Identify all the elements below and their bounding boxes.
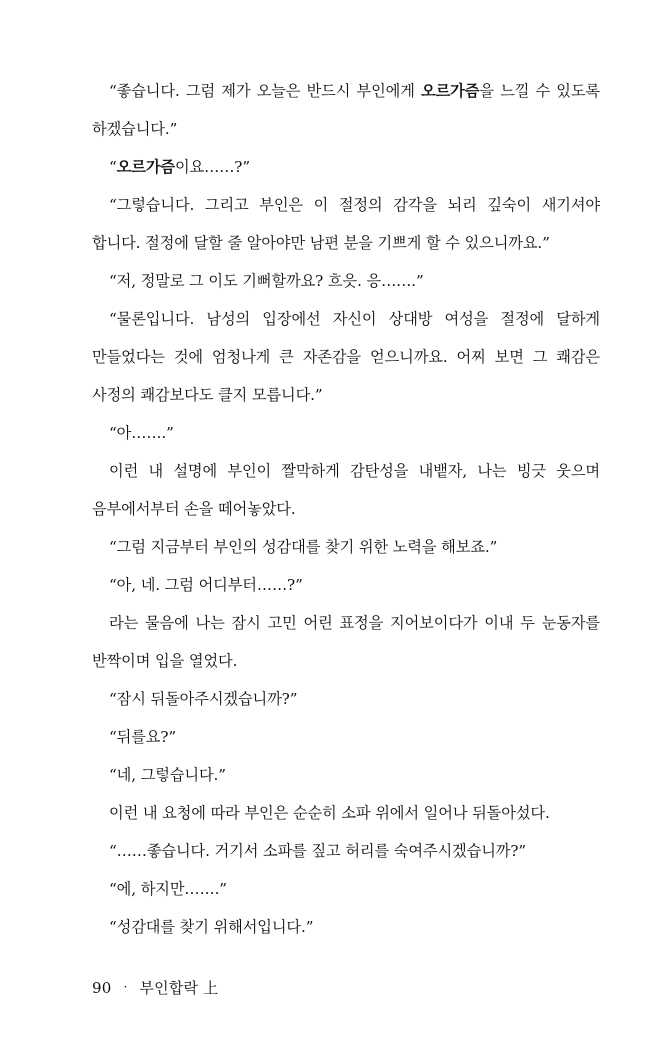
emphasized-text: 오르가즘: [116, 158, 175, 176]
text-run: “에, 하지만…….”: [109, 880, 227, 898]
page-body-text: [92, 72, 600, 946]
paragraph: [92, 718, 600, 756]
text-run: “아, 네. 그럼 어디부터……?”: [109, 576, 303, 594]
paragraph: [92, 566, 600, 604]
paragraph: [92, 604, 600, 680]
paragraph: [92, 300, 600, 414]
text-run: “네, 그렇습니다.”: [109, 766, 226, 784]
text-run: “성감대를 찾기 위해서입니다.”: [109, 918, 314, 936]
paragraph: [92, 528, 600, 566]
text-run: 라는 물음에 나는 잠시 고민 어린 표정을 지어보이다가 이내 두 눈동자를 반짝이며 입을 열었다.: [92, 614, 600, 670]
text-run: “물론입니다. 남성의 입장에선 자신이 상대방 여성을 절정에 달하게 만들었다는 것에 엄청나게 큰 자존감을 얻으니까요. 어찌 보면 그 쾌감은 사정의 쾌감보다도 클지 모릅니다.”: [92, 310, 600, 404]
footer-separator-dot: ·: [123, 980, 128, 994]
paragraph: [92, 908, 600, 946]
text-run: “잠시 뒤돌아주시겠습니까?”: [109, 690, 298, 708]
paragraph: [92, 870, 600, 908]
text-run: “: [109, 158, 117, 176]
text-run: “그렇습니다. 그리고 부인은 이 절정의 감각을 뇌리 깊숙이 새기셔야 합니다. 절정에 달할 줄 알아야만 남편 분을 기쁘게 할 수 있으니까요.”: [92, 196, 600, 252]
text-run: 을 느낄 수 있도록 하겠습니다.”: [92, 82, 600, 138]
paragraph: [92, 262, 600, 300]
paragraph: [92, 148, 600, 186]
paragraph: [92, 756, 600, 794]
paragraph: [92, 414, 600, 452]
text-run: 이런 내 설명에 부인이 짤막하게 감탄성을 내뱉자, 나는 빙긋 웃으며 음부에서부터 손을 떼어놓았다.: [92, 462, 600, 518]
paragraph: [92, 794, 600, 832]
text-run: “저, 정말로 그 이도 기뻐할까요? 흐읏. 응…….”: [109, 272, 424, 290]
emphasized-text: 오르가즘: [421, 82, 480, 100]
book-title: 부인합락 上: [139, 979, 219, 997]
text-run: “……좋습니다. 거기서 소파를 짚고 허리를 숙여주시겠습니까?”: [109, 842, 527, 860]
paragraph: [92, 186, 600, 262]
page-footer: [92, 977, 218, 998]
text-run: “좋습니다. 그럼 제가 오늘은 반드시 부인에게: [109, 82, 422, 100]
paragraph: [92, 832, 600, 870]
paragraph: [92, 680, 600, 718]
paragraph: [92, 72, 600, 148]
paragraph: [92, 452, 600, 528]
text-run: 이요……?”: [174, 158, 250, 176]
text-run: 이런 내 요청에 따라 부인은 순순히 소파 위에서 일어나 뒤돌아섰다.: [109, 804, 550, 822]
page-number: 90: [92, 979, 112, 997]
text-run: “뒤를요?”: [109, 728, 177, 746]
text-run: “그럼 지금부터 부인의 성감대를 찾기 위한 노력을 해보죠.”: [109, 538, 498, 556]
text-run: “아…….”: [109, 424, 174, 442]
